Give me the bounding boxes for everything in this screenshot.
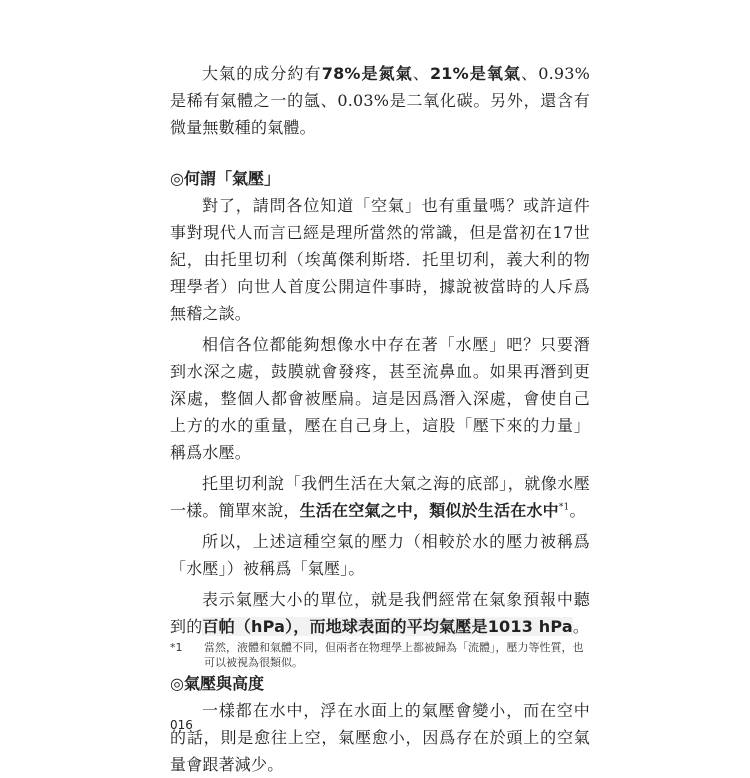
text-run: 。: [569, 501, 586, 520]
text-run: 表示氣壓大小的單位，就是我們經常在氣象預報中聽到的: [170, 590, 590, 636]
section-heading-air-pressure: ◎何謂「氣壓」: [170, 169, 280, 188]
footnote-ref: *1: [558, 502, 570, 513]
hpa-highlight: 百帕（hPa），而地球表面的平均氣壓是1013 hPa: [202, 617, 573, 636]
text-run: 、: [412, 64, 430, 83]
footnote-mark: *1: [170, 641, 183, 654]
paragraph-altitude: 一樣都在水中，浮在水面上的氣壓會變小，而在空中的話，則是愈往上空，氣壓愈小，因爲存在於頭上的空氣量會跟著減少。: [170, 701, 590, 774]
text-run: 、0.93%是稀有氣體之一的氬、0.03%是二氧化碳。另外，還含有微量無數種的氣體。: [170, 64, 591, 137]
nitrogen-bold: 78%是氮氣: [321, 64, 413, 83]
text-run: 大氣的成分約有: [202, 64, 322, 83]
page-number: 016: [170, 718, 193, 732]
section-heading-pressure-altitude: ◎氣壓與高度: [170, 674, 264, 693]
paragraph-air-weight: 對了，請問各位知道「空氣」也有重量嗎？或許這件事對現代人而言已經是理所當然的常識，但是當初在17世紀，由托里切利（埃萬傑利斯塔．托里切利，義大利的物理學者）向世人首度公開這件事時，據說被當時的人斥爲無稽之談。: [170, 196, 590, 323]
text-run: 。: [572, 617, 590, 636]
footnote-text: 當然，液體和氣體不同，但兩者在物理學上都被歸為「流體」，壓力等性質，也可以被視為很類似。: [204, 641, 584, 669]
key-statement-bold: 生活在空氣之中，類似於生活在水中: [299, 501, 559, 520]
paragraph-atmosphere-composition: [170, 60, 590, 141]
footnote: [170, 640, 590, 670]
text-run: 托里切利說「我們生活在大氣之海的底部」，就像水壓一樣。簡單來說，: [170, 474, 590, 520]
paragraph-water-pressure: 相信各位都能夠想像水中存在著「水壓」吧？只要潛到水深之處，鼓膜就會發疼，甚至流鼻血。如果再潛到更深處，整個人都會被壓扁。這是因爲潛入深處，會使自己上方的水的重量，壓在自己身上，這股「壓下來的力量」稱爲水壓。: [170, 335, 590, 462]
page-body: [170, 60, 590, 778]
oxygen-bold: 21%是氧氣: [429, 64, 522, 83]
paragraph-unit: [170, 586, 590, 640]
paragraph-definition: 所以，上述這種空氣的壓力（相較於水的壓力被稱爲「水壓」）被稱爲「氣壓」。: [170, 532, 590, 578]
paragraph-torricelli: [170, 470, 590, 524]
